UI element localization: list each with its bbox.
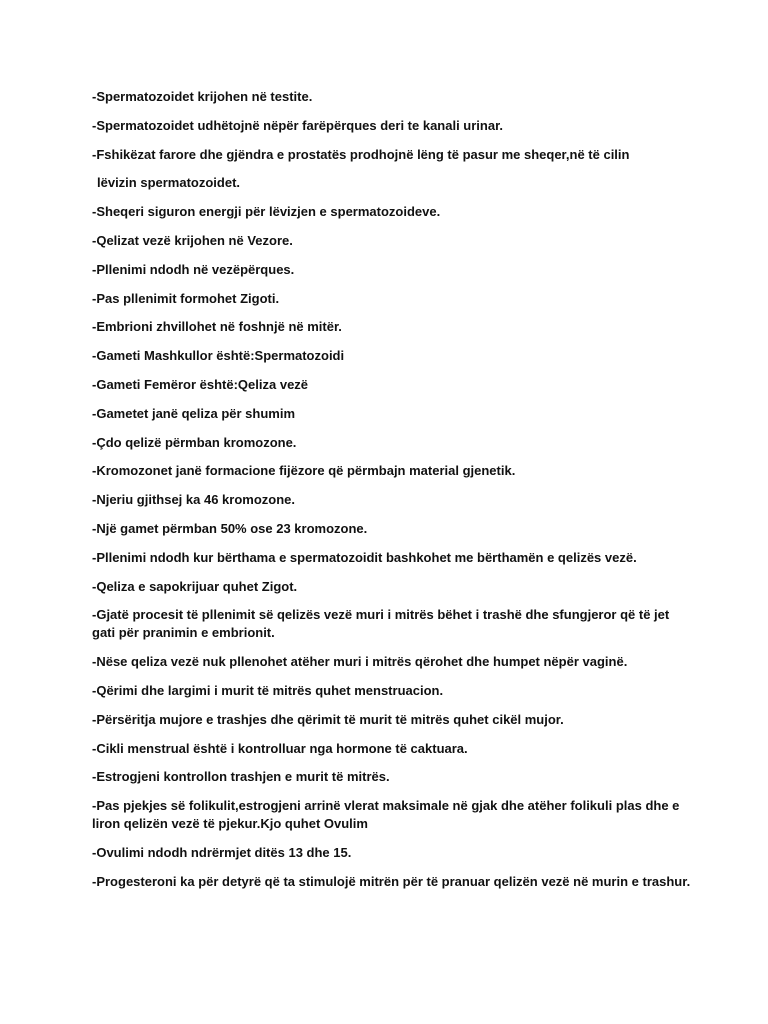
text-line: -Progesteroni ka për detyrë që ta stimulojë mitrën për të pranuar qelizën vezë në murin e trashur. [92, 873, 691, 889]
text-line: -Gameti Femëror është:Qeliza vezë [92, 376, 309, 392]
text-line: -Qeliza e sapokrijuar quhet Zigot. [92, 578, 298, 594]
text-line: -Nëse qeliza vezë nuk pllenohet atëher muri i mitrës qërohet dhe humpet nëpër vaginë. [92, 654, 628, 670]
text-line: -Cikli menstrual është i kontrolluar nga hormone të caktuara. [92, 740, 468, 756]
text-line: -Fshikëzat farore dhe gjëndra e prostatës prodhojnë lëng të pasur me sheqer,në të cilin [92, 146, 630, 162]
text-line: -Kromozonet janë formacione fijëzore që përmbajn material gjenetik. [92, 463, 516, 479]
text-line: -Pas pllenimit formohet Zigoti. [92, 290, 280, 306]
text-line: -Përsëritja mujore e trashjes dhe qërimit të murit të mitrës quhet cikël mujor. [92, 711, 564, 727]
text-line: -Spermatozoidet krijohen në testite. [92, 89, 313, 104]
text-line: -Pllenimi ndodh kur bërthama e spermatozoidit bashkohet me bërthamën e qelizës vezë. [92, 549, 637, 565]
text-line: -Qërimi dhe largimi i murit të mitrës quhet menstruacion. [92, 682, 444, 698]
text-line: -Njeriu gjithsej ka 46 kromozone. [92, 492, 295, 508]
text-line: -Gjatë procesit të pllenimit së qelizës vezë muri i mitrës bëhet i trashë dhe sfungjeror që të jet gati për pranimin e embrionit. [92, 607, 670, 641]
text-line: -Sheqeri siguron energji për lëvizjen e spermatozoideve. [92, 204, 441, 220]
document-body [92, 88, 692, 902]
text-line: -Ovulimi ndodh ndrërmjet ditës 13 dhe 15. [92, 844, 352, 860]
text-line: -Gameti Mashkullor është:Spermatozoidi [92, 348, 345, 364]
text-line: -Spermatozoidet udhëtojnë nëpër farëpërques deri te kanali urinar. [92, 117, 504, 133]
text-line: -Çdo qelizë përmban kromozone. [92, 434, 297, 450]
text-line: -Pllenimi ndodh në vezëpërques. [92, 261, 295, 277]
text-line: -Gametet janë qeliza për shumim [92, 405, 296, 421]
text-line: -Qelizat vezë krijohen në Vezore. [92, 232, 293, 248]
text-line: -Embrioni zhvillohet në foshnjë në mitër. [92, 319, 342, 335]
text-line: -Estrogjeni kontrollon trashjen e murit të mitrës. [92, 769, 390, 785]
text-line: lëvizin spermatozoidet. [97, 175, 241, 191]
text-line: -Pas pjekjes së folikulit,estrogjeni arrinë vlerat maksimale në gjak dhe atëher folikuli plas dhe e liron qelizën vezë të pjekur.Kjo quhet Ovulim [92, 798, 680, 832]
text-line: -Një gamet përmban 50% ose 23 kromozone. [92, 520, 368, 536]
